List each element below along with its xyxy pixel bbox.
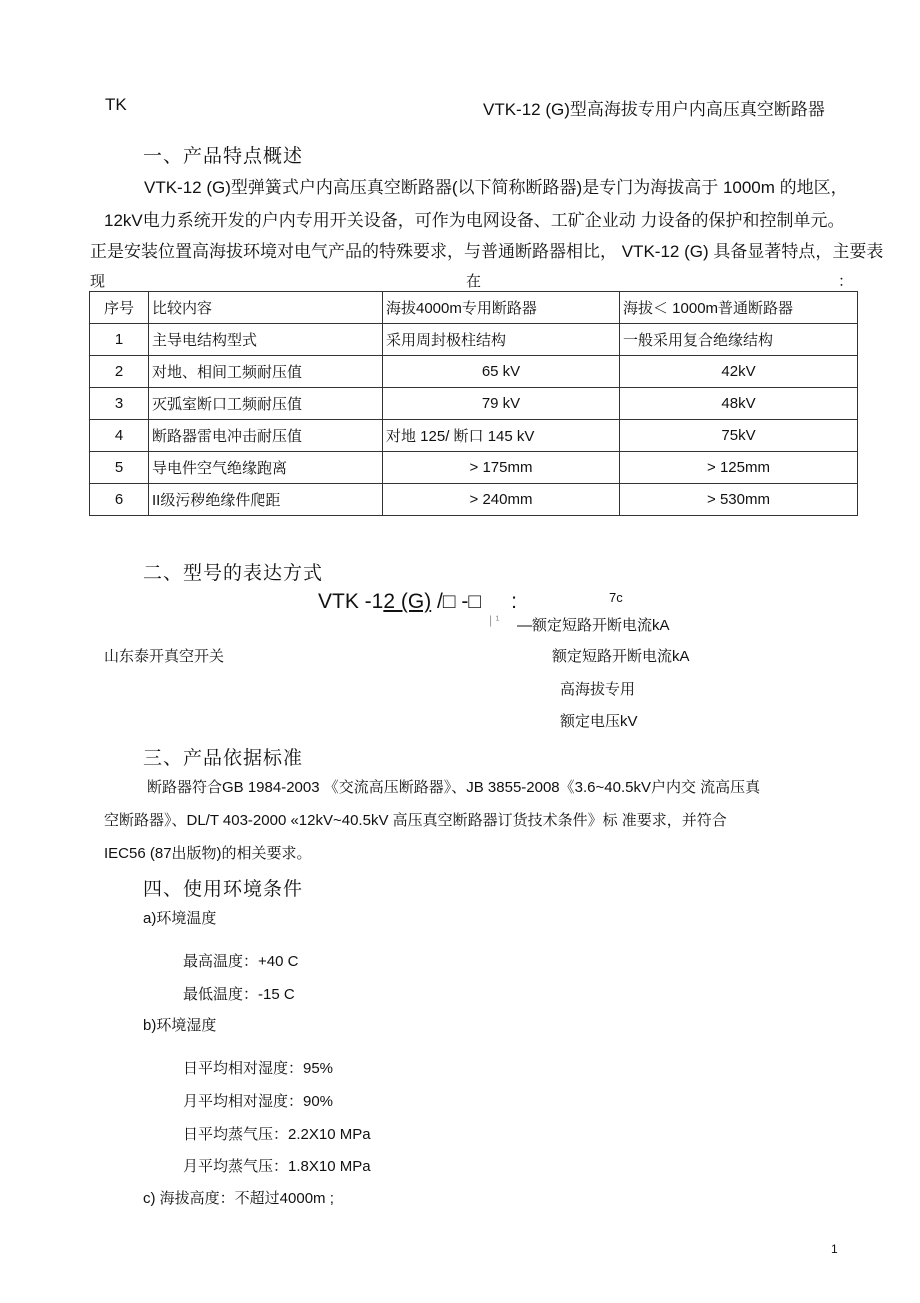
vapor-monthly: 月平均蒸气压：1.8X10 MPa bbox=[183, 1158, 371, 1175]
table-cell: 一般采用复合绝缘结构 bbox=[620, 324, 858, 356]
table-cell: II级污秽绝缘件爬距 bbox=[149, 484, 383, 516]
pipe-marks: | ¹ bbox=[489, 613, 500, 627]
section2-heading: 二、型号的表达方式 bbox=[143, 563, 324, 584]
header-left: TK bbox=[105, 95, 127, 114]
table-cell: 6 bbox=[90, 484, 149, 516]
humidity-monthly: 月平均相对湿度：90% bbox=[183, 1093, 334, 1110]
section4-heading: 四、使用环境条件 bbox=[143, 879, 304, 900]
temperature-max: 最高温度：+40 C bbox=[183, 953, 299, 970]
table-cell: > 240mm bbox=[383, 484, 620, 516]
table-row bbox=[90, 420, 858, 452]
model-suffix: /□ -□ bbox=[431, 590, 482, 613]
table-row bbox=[90, 356, 858, 388]
section3-heading: 三、产品依据标准 bbox=[143, 748, 304, 769]
table-cell: 采用周封极柱结构 bbox=[383, 324, 620, 356]
section3-line3: IEC56 (87出版物)的相关要求。 bbox=[104, 845, 312, 862]
table-row bbox=[90, 452, 858, 484]
model-code bbox=[318, 590, 517, 614]
table-cell: 对地 125/ 断口 145 kV bbox=[383, 420, 620, 452]
table-cell: 主导电结构型式 bbox=[149, 324, 383, 356]
section1-line1: VTK-12 (G)型弹簧式户内高压真空断路器(以下简称断路器)是专门为海拔高于 1000m 的地区， bbox=[144, 178, 848, 197]
table-cell: 75kV bbox=[620, 420, 858, 452]
table-header-cell: 海拔＜ 1000m普通断路器 bbox=[620, 292, 858, 324]
section1-line4-a: 现 bbox=[90, 273, 106, 290]
table-header-row bbox=[90, 292, 858, 324]
table-cell: 对地、相间工频耐压值 bbox=[149, 356, 383, 388]
vapor-daily: 日平均蒸气压：2.2X10 MPa bbox=[183, 1126, 371, 1143]
model-prefix: VTK -1 bbox=[318, 590, 384, 613]
section1-line4-c: ： bbox=[838, 273, 854, 290]
table-cell: 65 kV bbox=[383, 356, 620, 388]
model-note-4: 额定电压kV bbox=[560, 713, 638, 730]
temperature-title: a)环境温度 bbox=[143, 910, 217, 927]
table-cell: 2 bbox=[90, 356, 149, 388]
model-note-3: 高海拔专用 bbox=[560, 681, 636, 698]
table-cell: > 125mm bbox=[620, 452, 858, 484]
table-cell: 导电件空气绝缘跑离 bbox=[149, 452, 383, 484]
humidity-daily: 日平均相对湿度：95% bbox=[183, 1060, 334, 1077]
model-superscript: 7c bbox=[609, 590, 623, 605]
model-underlined: 2 (G) bbox=[383, 590, 432, 613]
table-cell: 79 kV bbox=[383, 388, 620, 420]
section1-heading: 一、产品特点概述 bbox=[143, 146, 304, 167]
altitude-line: c) 海拔高度：不超过4000m ; bbox=[143, 1190, 334, 1207]
model-note-2: 额定短路开断电流kA bbox=[552, 648, 690, 665]
table-cell: 5 bbox=[90, 452, 149, 484]
section1-line2: 12kV电力系统开发的户内专用开关设备，可作为电网设备、工矿企业动 力设备的保护和控制单元。 bbox=[104, 211, 845, 230]
table-header-cell: 海拔4000m专用断路器 bbox=[383, 292, 620, 324]
table-row bbox=[90, 388, 858, 420]
comparison-table bbox=[89, 291, 858, 516]
table-cell: 3 bbox=[90, 388, 149, 420]
section3-line2: 空断路器》、DL/T 403-2000 «12kV~40.5kV 高压真空断路器订货技术条件》标 准要求，并符合 bbox=[104, 812, 727, 829]
table-cell: 42kV bbox=[620, 356, 858, 388]
table-cell: 1 bbox=[90, 324, 149, 356]
table-header-cell: 序号 bbox=[90, 292, 149, 324]
section3-line1: 断路器符合GB 1984-2003 《交流高压断路器》、JB 3855-2008《3.6~40.5kV户内交 流高压真 bbox=[147, 779, 761, 796]
table-cell: 灭弧室断口工频耐压值 bbox=[149, 388, 383, 420]
table-cell: 4 bbox=[90, 420, 149, 452]
temperature-min: 最低温度：-15 C bbox=[183, 986, 295, 1003]
table-row bbox=[90, 324, 858, 356]
table-header-cell: 比较内容 bbox=[149, 292, 383, 324]
table-cell: > 530mm bbox=[620, 484, 858, 516]
table-row bbox=[90, 484, 858, 516]
page-number: 1 bbox=[831, 1242, 838, 1256]
section1-line3: 正是安装位置高海拔环境对电气产品的特殊要求，与普通断路器相比， VTK-12 (G) 具备显著特点，主要表 bbox=[90, 242, 884, 261]
humidity-title: b)环境湿度 bbox=[143, 1017, 217, 1034]
table-cell: 48kV bbox=[620, 388, 858, 420]
table-cell: 断路器雷电冲击耐压值 bbox=[149, 420, 383, 452]
model-colon: : bbox=[511, 590, 517, 613]
header-title: VTK-12 (G)型高海拔专用户内高压真空断路器 bbox=[483, 100, 825, 119]
section1-line4-b: 在 bbox=[466, 273, 482, 290]
model-note-1: —额定短路开断电流kA bbox=[517, 617, 670, 634]
table-cell: > 175mm bbox=[383, 452, 620, 484]
manufacturer: 山东泰开真空开关 bbox=[104, 648, 225, 665]
